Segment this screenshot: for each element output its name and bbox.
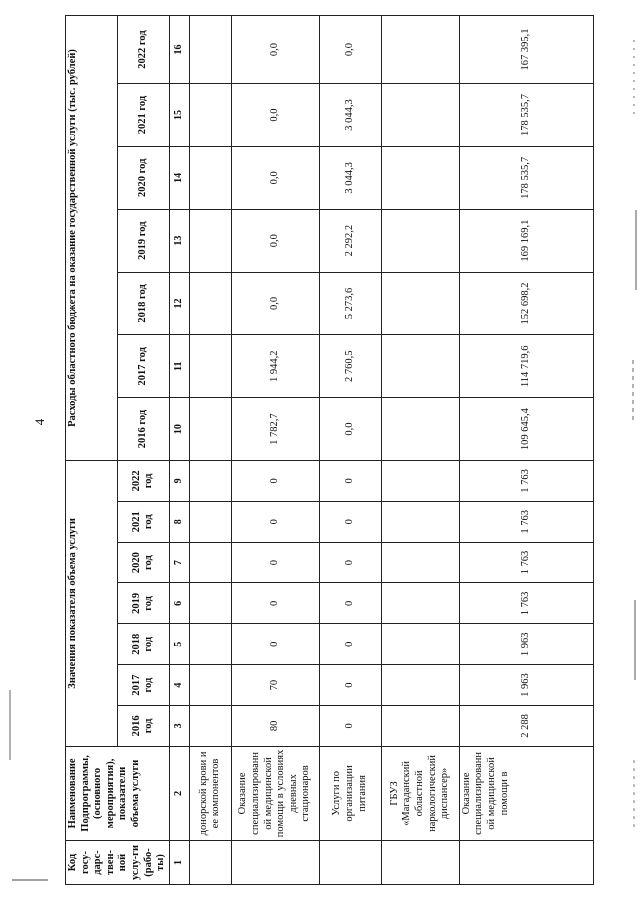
cell-value: 0 bbox=[231, 542, 319, 583]
cell-value bbox=[381, 542, 459, 583]
header-exp-year: 2016 год bbox=[117, 398, 169, 461]
header-exp-year: 2019 год bbox=[117, 209, 169, 272]
cell-value: 2 288 bbox=[459, 705, 593, 746]
cell-value bbox=[189, 624, 231, 665]
index-cell: 11 bbox=[169, 335, 189, 398]
header-vol-year: 2017 год bbox=[117, 665, 169, 706]
cell-value: 0,0 bbox=[231, 272, 319, 335]
index-cell: 3 bbox=[169, 705, 189, 746]
cell-value bbox=[189, 84, 231, 147]
index-cell: 8 bbox=[169, 501, 189, 542]
cell-value: 0 bbox=[319, 705, 381, 746]
index-cell: 5 bbox=[169, 624, 189, 665]
index-cell: 1 bbox=[169, 841, 189, 885]
index-cell: 13 bbox=[169, 209, 189, 272]
table-row bbox=[381, 16, 459, 885]
header-vol-year: 2016 год bbox=[117, 705, 169, 746]
cell-value: 2 760,5 bbox=[319, 335, 381, 398]
header-name: Наименование Подпрограммы, (основного мероприятия), показатели объема услуги bbox=[66, 746, 170, 840]
cell-value: 0 bbox=[319, 583, 381, 624]
cell-name: Оказание специализированн ой медицинской помощи в условиях дневных стационаров bbox=[231, 746, 319, 840]
page-number: 4 bbox=[32, 418, 47, 426]
cell-value: 0 bbox=[319, 665, 381, 706]
cell-value: 3 044,3 bbox=[319, 84, 381, 147]
cell-value: 1 782,7 bbox=[231, 398, 319, 461]
cell-code bbox=[189, 841, 231, 885]
index-cell: 9 bbox=[169, 460, 189, 501]
cell-value: 0,0 bbox=[231, 84, 319, 147]
budget-table bbox=[65, 15, 594, 885]
header-vol-year: 2020 год bbox=[117, 542, 169, 583]
table-row bbox=[189, 16, 231, 885]
cell-name: Услуги по организации питания bbox=[319, 746, 381, 840]
header-vol-year: 2022 год bbox=[117, 460, 169, 501]
rotated-table-region bbox=[65, 15, 585, 885]
cell-value: 178 535,7 bbox=[459, 146, 593, 209]
cell-value: 70 bbox=[231, 665, 319, 706]
index-cell: 14 bbox=[169, 146, 189, 209]
cell-value: 0 bbox=[319, 542, 381, 583]
header-exp-year: 2017 год bbox=[117, 335, 169, 398]
cell-value: 1 963 bbox=[459, 624, 593, 665]
index-cell: 6 bbox=[169, 583, 189, 624]
cell-value bbox=[189, 16, 231, 84]
cell-value bbox=[381, 665, 459, 706]
index-cell: 16 bbox=[169, 16, 189, 84]
cell-value bbox=[381, 84, 459, 147]
cell-value: 0,0 bbox=[319, 16, 381, 84]
cell-code bbox=[231, 841, 319, 885]
cell-value bbox=[189, 542, 231, 583]
index-row bbox=[169, 16, 189, 885]
cell-value: 80 bbox=[231, 705, 319, 746]
cell-value: 0 bbox=[319, 624, 381, 665]
cell-value bbox=[381, 501, 459, 542]
cell-value: 0,0 bbox=[231, 209, 319, 272]
header-exp-year: 2021 год bbox=[117, 84, 169, 147]
cell-value: 3 044,3 bbox=[319, 146, 381, 209]
table-row bbox=[459, 16, 593, 885]
cell-value bbox=[189, 398, 231, 461]
cell-value: 5 273,6 bbox=[319, 272, 381, 335]
cell-value bbox=[189, 335, 231, 398]
table-row bbox=[319, 16, 381, 885]
cell-value: 178 535,7 bbox=[459, 84, 593, 147]
cell-value: 1 963 bbox=[459, 665, 593, 706]
cell-value: 1 763 bbox=[459, 583, 593, 624]
cell-value: 114 719,6 bbox=[459, 335, 593, 398]
cell-value: 167 395,1 bbox=[459, 16, 593, 84]
index-cell: 7 bbox=[169, 542, 189, 583]
cell-value bbox=[189, 705, 231, 746]
cell-name: ГБУЗ «Магаданский областной наркологический диспансер» bbox=[381, 746, 459, 840]
cell-value bbox=[381, 209, 459, 272]
header-vol-year: 2019 год bbox=[117, 583, 169, 624]
cell-value: 0,0 bbox=[231, 146, 319, 209]
cell-value bbox=[381, 624, 459, 665]
cell-value bbox=[381, 16, 459, 84]
cell-value bbox=[189, 501, 231, 542]
cell-code bbox=[459, 841, 593, 885]
index-cell: 4 bbox=[169, 665, 189, 706]
cell-value bbox=[189, 583, 231, 624]
cell-value bbox=[381, 146, 459, 209]
cell-value: 0 bbox=[231, 501, 319, 542]
index-cell: 10 bbox=[169, 398, 189, 461]
header-exp-year: 2022 год bbox=[117, 16, 169, 84]
cell-value: 0 bbox=[231, 624, 319, 665]
table-row bbox=[231, 16, 319, 885]
scan-left-artifacts bbox=[0, 0, 60, 905]
cell-value: 0 bbox=[319, 501, 381, 542]
scan-edge-artifacts bbox=[598, 0, 640, 905]
cell-value bbox=[381, 460, 459, 501]
cell-value bbox=[381, 335, 459, 398]
cell-value bbox=[189, 209, 231, 272]
cell-value: 0,0 bbox=[319, 398, 381, 461]
cell-value bbox=[381, 705, 459, 746]
cell-value: 2 292,2 bbox=[319, 209, 381, 272]
cell-value: 1 763 bbox=[459, 460, 593, 501]
header-vol-year: 2021 год bbox=[117, 501, 169, 542]
header-exp-year: 2020 год bbox=[117, 146, 169, 209]
cell-value: 109 645,4 bbox=[459, 398, 593, 461]
cell-value bbox=[381, 272, 459, 335]
cell-value: 1 944,2 bbox=[231, 335, 319, 398]
cell-value bbox=[381, 583, 459, 624]
cell-value bbox=[189, 146, 231, 209]
cell-name: донорской крови и ее компонентов bbox=[189, 746, 231, 840]
cell-code bbox=[381, 841, 459, 885]
header-exp-year: 2018 год bbox=[117, 272, 169, 335]
cell-value bbox=[381, 398, 459, 461]
index-cell: 15 bbox=[169, 84, 189, 147]
cell-value: 1 763 bbox=[459, 501, 593, 542]
cell-value: 1 763 bbox=[459, 542, 593, 583]
cell-value: 0,0 bbox=[231, 16, 319, 84]
cell-code bbox=[319, 841, 381, 885]
cell-value: 0 bbox=[319, 460, 381, 501]
cell-value: 169 169,1 bbox=[459, 209, 593, 272]
cell-value bbox=[189, 272, 231, 335]
cell-value: 152 698,2 bbox=[459, 272, 593, 335]
cell-value bbox=[189, 665, 231, 706]
header-expense-group: Расходы областного бюджета на оказание государственной услуги (тыс. рублей) bbox=[66, 16, 118, 461]
cell-value: 0 bbox=[231, 460, 319, 501]
header-volume-group: Значения показателя объема услуги bbox=[66, 460, 118, 746]
cell-value: 0 bbox=[231, 583, 319, 624]
index-cell: 12 bbox=[169, 272, 189, 335]
header-vol-year: 2018 год bbox=[117, 624, 169, 665]
cell-name: Оказание специализированн ой медицинской помощи в bbox=[459, 746, 593, 840]
index-cell: 2 bbox=[169, 746, 189, 840]
cell-value bbox=[189, 460, 231, 501]
header-code: Код госу-дарс-твен-ной услу-ги (рабо-ты) bbox=[66, 841, 170, 885]
